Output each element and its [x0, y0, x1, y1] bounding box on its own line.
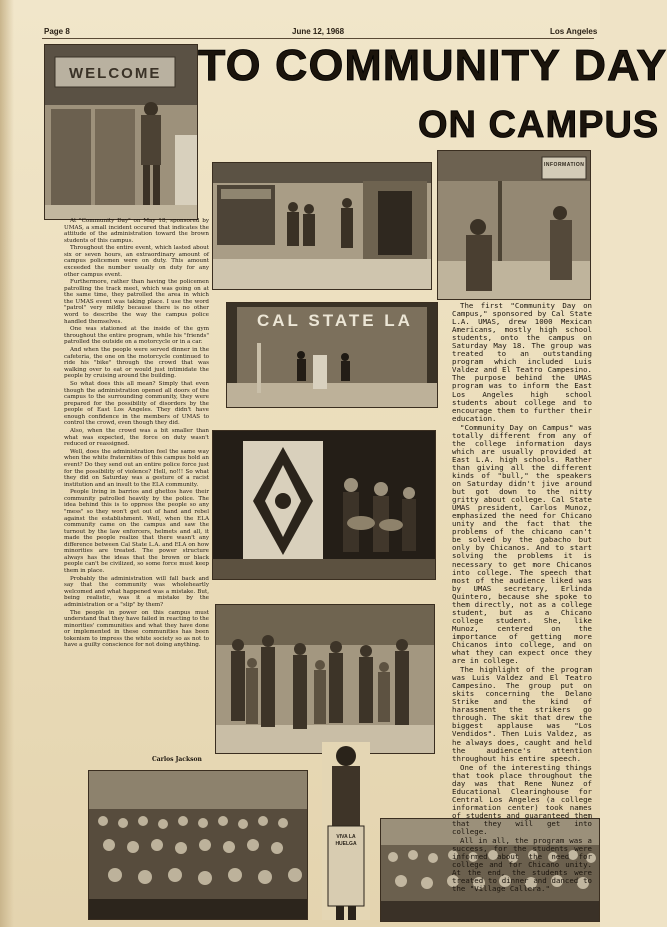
- right-paragraph: All in all, the program was a success, for the students were informed about the need for college and for Chicano unity. At the end, the students were treated to dinner and danced to the "Village Callera.": [452, 836, 592, 894]
- photo-auditorium-audience: [88, 770, 308, 920]
- right-article-body: [452, 301, 592, 894]
- city-label: Los Angeles: [550, 27, 598, 36]
- header-rule: [42, 38, 594, 39]
- page-fold-shadow: [0, 0, 14, 927]
- left-article-body: [64, 218, 209, 761]
- page-number: Page 8: [44, 27, 70, 36]
- left-paragraph: Also, when the crowd was a bit smaller than what was expected, the force on duty wasn't reduced or reassigned.: [64, 428, 209, 448]
- left-paragraph: At "Community Day" on May 18, sponsored by UMAS, a small incident occured that indicates the attitude of the administration toward the brown students of this campus.: [64, 218, 209, 244]
- left-paragraph: Probably the administration will fall back and say that the community was wholeheartly welcomed and what happened was a mistake. But, being realistic, was it a mistake by the administration or a "slip" by them?: [64, 575, 209, 608]
- right-paragraph: "Community Day on Campus" was totally different from any of the college information days which are usually provided at East L.A. high schools. Rather than giving all the different kinds of "bull," the speakers on Saturday didn't jive around but got down to the nitty gritty about college. Cal State UMAS president, Carlos Munoz, emphasized the need for Chicano unity and the fact that the problems of the chicano can't be solved by the gabacho but only by Chicanos. And to start solving the problems it is necessary to get more Chicanos into college. The speech that most of the audience liked was by UMAS secretary, Erlinda Quintero, because she spoke to them directly, not as a college student, but as a Chicano college student. She, like Munoz, centered on the importance of getting more Chicanos into college, and on what they can expect once they are in college.: [452, 422, 592, 666]
- issue-date: June 12, 1968: [292, 27, 345, 36]
- photo-cal-state-la-stage: [226, 302, 438, 408]
- left-paragraph: People living in barrios and ghettos have their community patrolled heavily by the police. The idea behind this is to oppress the people so any "mess" so they won't get out of hand and rebel against the establishment. Well, when the ELA community came on the campus and saw the turnout by the law enforcers, helmets and all, it made the people realize that there wasn't any difference between Cal State L.A. and ELA on how minorities are treated. The power structure always has the ideas that the brown or black people can't be civilized, so some force must keep them in place.: [64, 489, 209, 574]
- photo-dancing-crowd: [215, 604, 435, 754]
- left-paragraph: Throughout the entire event, which lasted about six or seven hours, an extraordinary amount of campus policemen were on duty. This amount exceeded the number usually on duty for any other campus event.: [64, 245, 209, 278]
- right-paragraph: One of the interesting things that took place throughout the day was that Rene Nunez of Educational Clearinghouse for Central Los Angeles (a college information center) took names of students and guaranteed them that they will get into college.: [452, 762, 592, 837]
- information-sign-text: INFORMATION: [544, 162, 585, 168]
- article-byline: Carlos Jackson: [152, 756, 202, 763]
- photo-information-desk: [437, 150, 591, 300]
- right-paragraph: The first "Community Day on Campus," sponsored by Cal State L.A. UMAS, drew 1000 Mexican Americans, mostly high school students, onto the campus on Saturday May 18. The group was treated to an outstanding program which included Luis Valdez and El Teatro Campesino. The purpose behind the UMAS program was to inform the East Los Angeles high school students about college and to encourage them to further their education.: [452, 301, 592, 423]
- photo-hallway-police: [212, 162, 432, 290]
- cal-state-la-banner: CAL STATE LA: [257, 311, 413, 330]
- left-paragraph: Well, does the administration feel the same way when the white fraternities of this campus hold an event? Do they send out an entire police force just for the possibility of violence? Hell, no!!! So what they did on Saturday was a gesture of a racist institution and an insult to the ELA community.: [64, 448, 209, 488]
- left-paragraph: The people in power on this campus must understand that they have failed in reacting to the minorities' communities and what they have done or implemented in these communities has been tokenism to impress the white society so as not to have a guilty conscience for not doing anything.: [64, 609, 209, 649]
- photo-teatro-campesino: [212, 430, 436, 580]
- welcome-sign-text: WELCOME: [69, 65, 162, 82]
- left-paragraph: Furthermore, rather than having the policemen patrolling the track meet, which was going on at the same time, they patrolled the area in which the UMAS event was taking place. I use the word "patrol" very mildly because there is no other word to describe the way the campus police handled themselves.: [64, 279, 209, 325]
- headline-line-1: TO COMMUNITY DAY: [198, 41, 667, 90]
- headline-line-2: ON CAMPUS: [418, 104, 660, 146]
- left-paragraph: So what does this all mean? Simply that even though the administration opened all doors of the campus to the surrounding community, they were prepared for the possibility of disorders by the people of East Los Angeles. They didn't have enough confidence in the members of UMAS to control the crowd, even though they did.: [64, 381, 209, 427]
- photo-welcome-doorway: [44, 44, 198, 220]
- right-paragraph: The highlight of the program was Luis Valdez and El Teatro Campesino. The group put on skits concerning the Delano Strike and the kind of harassment the strikers go through. The skit that drew the biggest applause was "Los Vendidos". Then Luis Valdez, as he always does, caught and held the audience's attention throughout his entire speech.: [452, 665, 592, 763]
- photo-man-with-sign: [322, 742, 370, 920]
- left-paragraph: And when the people were served dinner in the cafeteria, the one on the motorcycle continued to ride his "bike" through the crowd that was walking over to eat or would just intimidate the people by cruising around the building.: [64, 347, 209, 380]
- left-paragraph: One was stationed at the inside of the gym throughout the entire program, while his "friends" patrolled the outside on a motorcycle or in a car.: [64, 326, 209, 346]
- protest-sign-text: VIVA LA HUELGA: [335, 834, 357, 847]
